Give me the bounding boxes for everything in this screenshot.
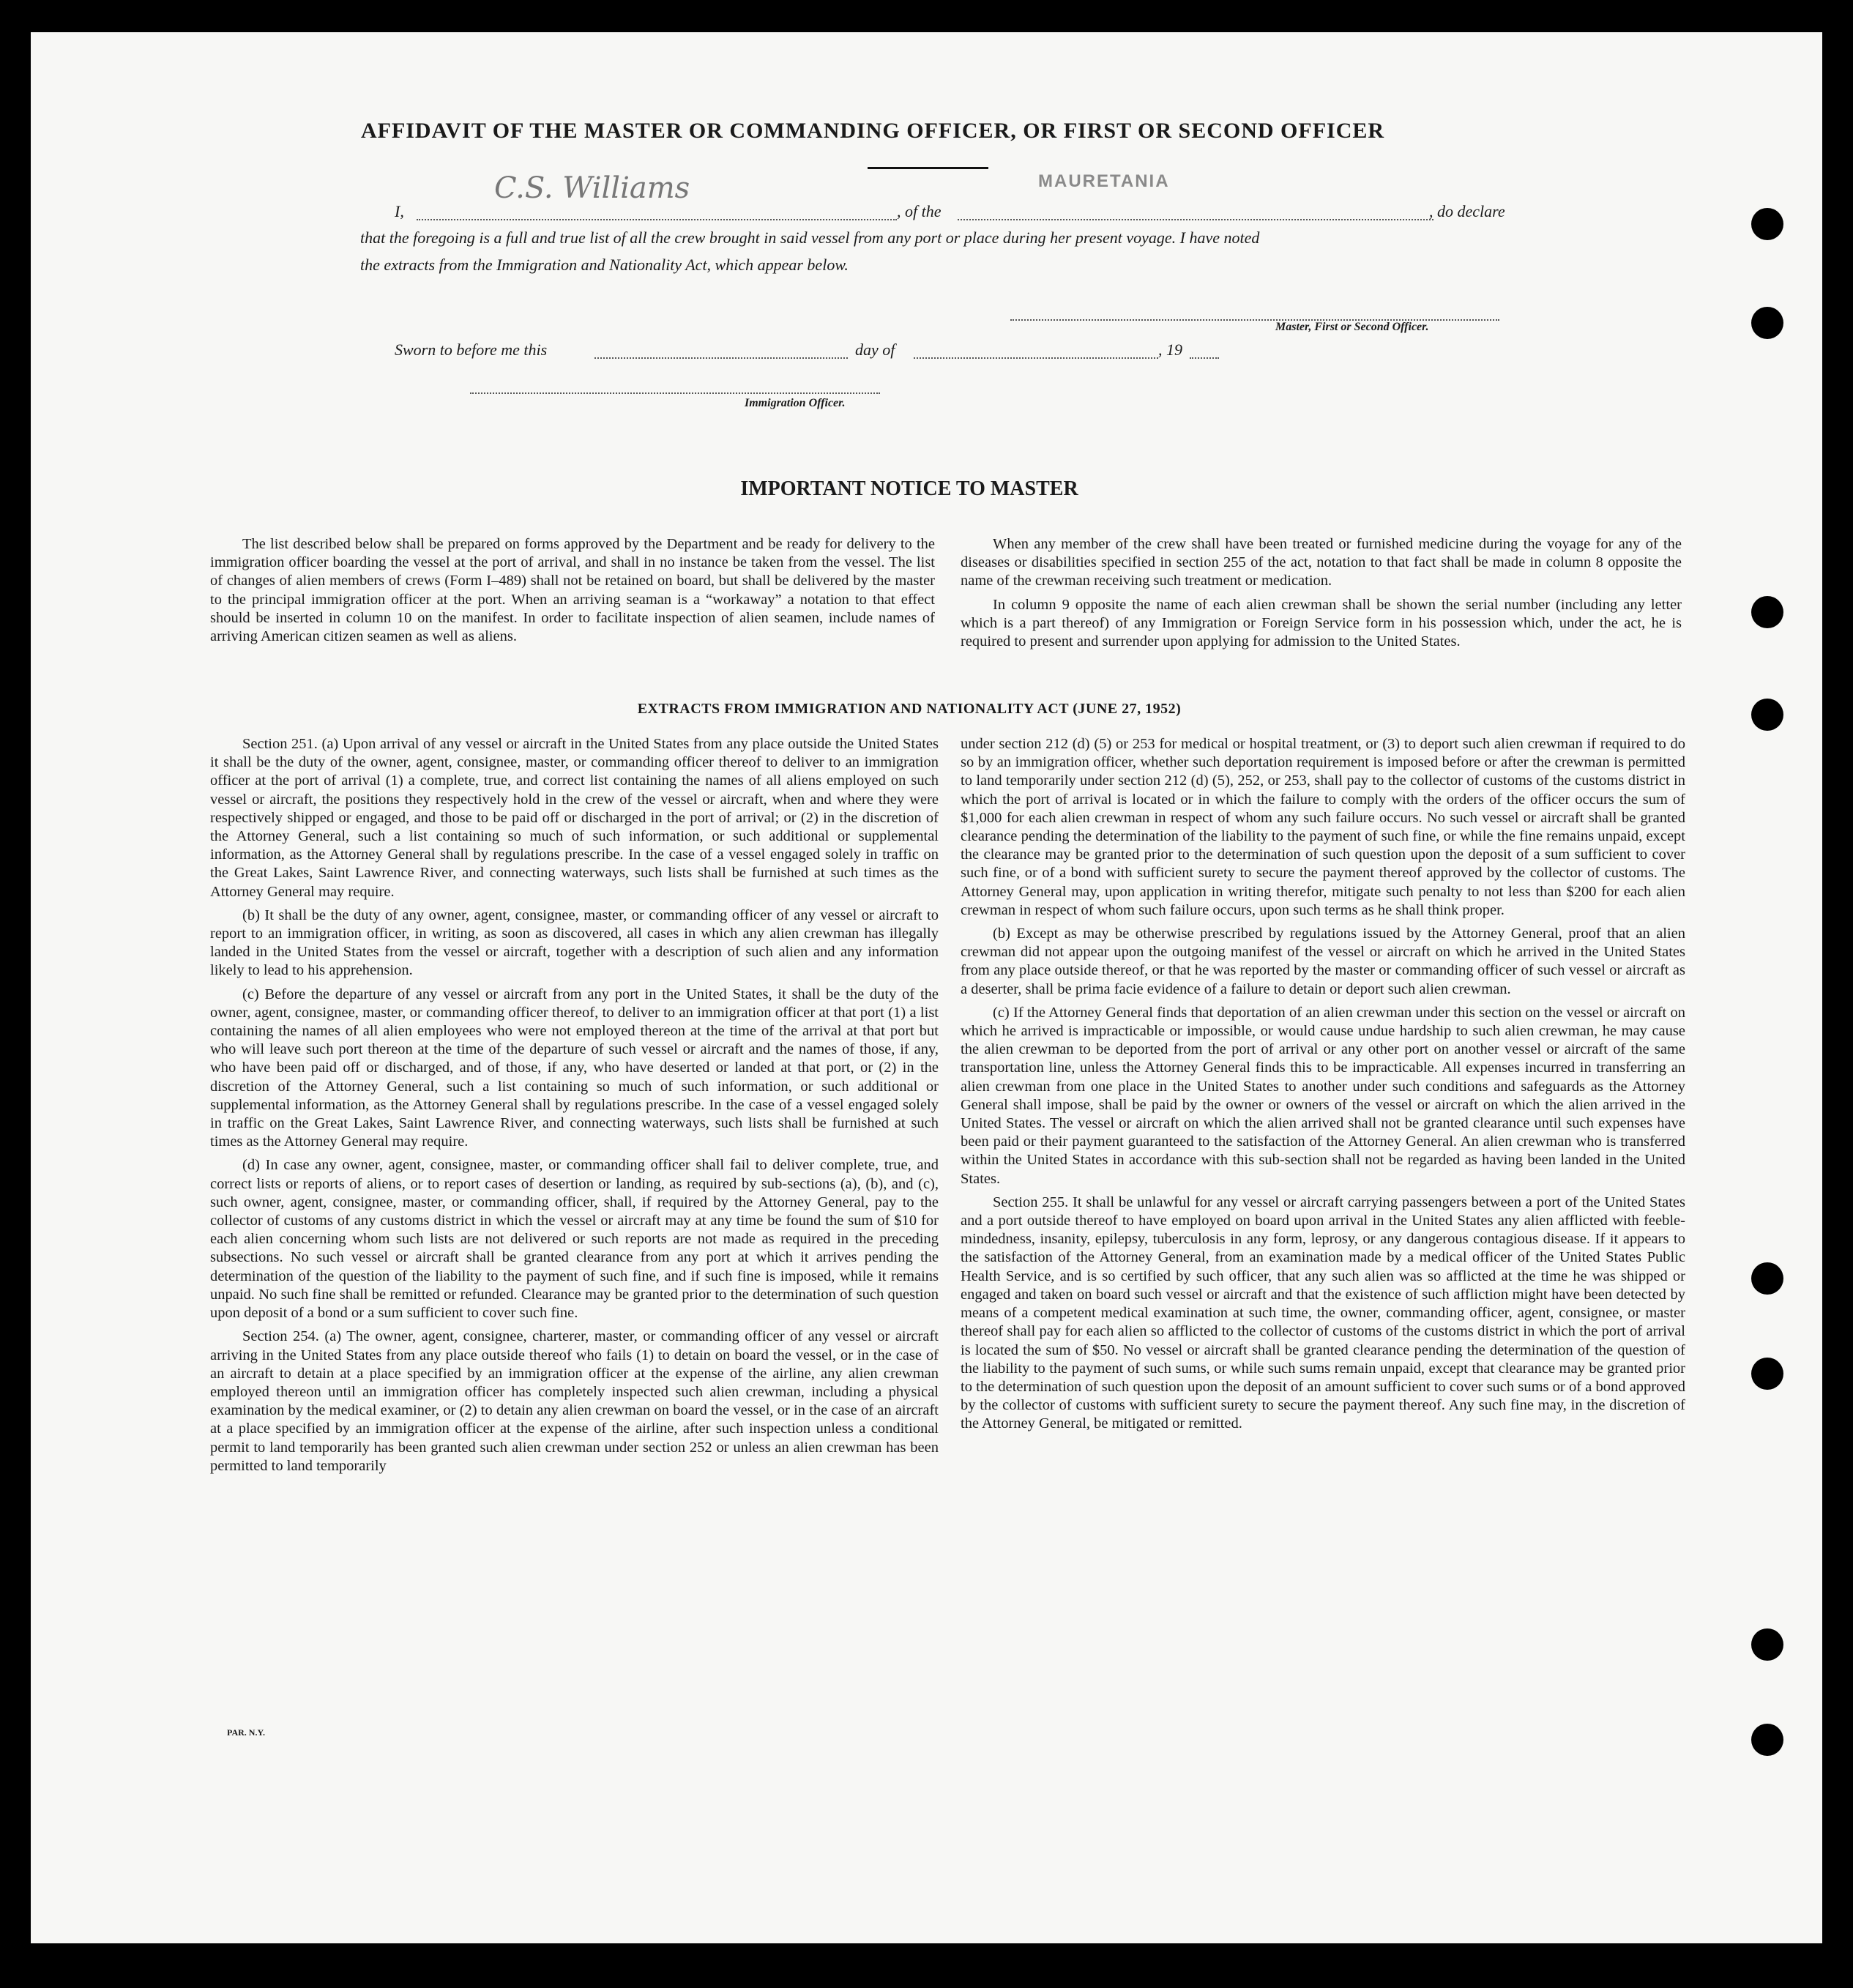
punch-hole — [1751, 208, 1783, 240]
day-of-label: day of — [855, 340, 895, 359]
extracts-right-column — [961, 735, 1685, 1439]
of-the-label: , of the — [897, 202, 942, 220]
sworn-month-line — [914, 357, 1158, 359]
punch-hole — [1751, 307, 1783, 339]
vessel-stamp: MAURETANIA — [1038, 171, 1170, 191]
declaration-line-1: that the foregoing is a full and true list of all the crew brought in said vessel from any port or place during her present voyage. I have noted — [360, 228, 1260, 247]
extract-paragraph: (b) Except as may be otherwise prescribed by regulations issued by the Attorney General, proof that an alien crewman did not appear upon the outgoing manifest of the vessel or aircraft on which he arrived in the United States from any place outside thereof, or that he was reported by the master or commanding officer of such vessel or aircraft as a deserter, shall be prima facie evidence of a failure to detain or deport such alien crewman. — [961, 926, 1685, 997]
punch-hole — [1751, 699, 1783, 731]
extracts-left-column — [210, 735, 939, 1481]
i-label: I, — [395, 202, 404, 220]
extract-paragraph: under section 212 (d) (5) or 253 for medical or hospital treatment, or (3) to deport such alien crewman if required to do so by an immigration officer, whether such deportation requirement is imposed before or after the crewman is permitted to land temporarily under section 212 (d) (5), 252, or 253, shall pay to the collector of customs of the customs district in which the port of arrival is located or in which the failure to comply with the orders of the officer occurs the sum of $1,000 for each alien crewman in respect of whom any such failure occurs. No such vessel or aircraft shall be granted clearance pending the determination of the liability to the payment of such fine, or while the fine remains unpaid, except the clearance may be granted prior to the determination of such question upon the deposit of a sum sufficient to cover such fine, or of a bond with sufficient surety to secure the payment thereof approved by the collector of customs. The Attorney General may, upon application in writing therefor, mitigate such penalty to not less than $200 for each alien crewman in respect of whom such failure occurs, upon such terms as he shall think proper. — [961, 736, 1685, 918]
punch-hole — [1751, 1262, 1783, 1295]
vessel-line — [958, 219, 1433, 220]
extract-paragraph: Section 251. (a) Upon arrival of any vessel or aircraft in the United States from any place outside the United States it shall be the duty of the owner, agent, consignee, master, or commanding officer thereof to deliver to an immigration officer at the port of arrival (1) a complete, true, and correct list containing the names of all aliens employed on such vessel or aircraft, the positions they respectively hold in the crew of the vessel or aircraft, when and where they were respectively shipped or engaged, and those to be paid off or discharged in the port of arrival; or (2) in the discretion of the Attorney General, such a list containing so much of such information, or such additional or supplemental information, as the Attorney General shall by regulations prescribe. In the case of a vessel engaged solely in traffic on the Great Lakes, Saint Lawrence River, and connecting waterways, such lists shall be furnished at such times as the Attorney General may require. — [210, 736, 939, 900]
punch-hole — [1751, 1628, 1783, 1661]
immigration-officer-line — [470, 392, 880, 394]
extract-paragraph: (c) If the Attorney General finds that deportation of an alien crewman under this section on the vessel or aircraft on which he arrived is impracticable or impossible, or would cause undue hardship to such alien crewman, he may cause the alien crewman to be deported from the port of arrival or any other port on another vessel or aircraft of the same transportation line, unless the Attorney General finds this to be impracticable. All expenses incurred in transferring an alien crewman from one place in the United States to another under such conditions and safeguards as the Attorney General shall impose, shall be paid by the owner or owners of the vessel or aircraft on which the alien arrived in the United States. The vessel or aircraft on which the alien arrived shall not be granted clearance until such expenses have been paid or their payment guaranteed to the satisfaction of the Attorney General. An alien crewman who is transferred within the United States in accordance with this sub-section shall not be regarded as having been landed in the United States. — [961, 1004, 1685, 1187]
notice-right-column — [961, 535, 1682, 656]
punch-hole — [1751, 1724, 1783, 1756]
master-label: Master, First or Second Officer. — [1275, 321, 1429, 333]
do-declare-label: , do declare — [1429, 202, 1505, 220]
extract-paragraph: (d) In case any owner, agent, consignee, master, or commanding officer shall fail to deliver complete, true, and correct lists or reports of aliens, or to report cases of desertion or landing, as required by sub-sections (a), (b), and (c), such owner, agent, consignee, master, or commanding officer, shall, if required by the Attorney General, pay to the collector of customs of any customs district in which the vessel or aircraft may at any time be found the sum of $10 for each alien concerning whom such lists are not delivered or such reports are not made as required in the preceding subsections. No such vessel or aircraft shall be granted clearance from any port at which it arrives pending the determination of the question of the liability to the payment of such fine, and if such fine is imposed, while it remains unpaid. No such fine shall be remitted or refunded. Clearance may be granted prior to the determination of such question upon deposit of a bond or a sum sufficient to cover such fine. — [210, 1157, 939, 1322]
sworn-day-line — [594, 357, 848, 359]
notice-paragraph: In column 9 opposite the name of each alien crewman shall be shown the serial number (including any letter which is a part thereof) of any Immigration or Foreign Service form in his possession which, under the act, he is required to present and surrender upon applying for admission to the United States. — [961, 596, 1682, 650]
notice-title: IMPORTANT NOTICE TO MASTER — [740, 477, 1078, 500]
notice-left-column — [210, 535, 935, 651]
immigration-officer-label: Immigration Officer. — [745, 397, 846, 409]
year-line — [1190, 357, 1219, 359]
extract-paragraph: Section 255. It shall be unlawful for any vessel or aircraft carrying passengers between a port of the United States and a port outside thereof to have employed on board upon arrival in the United States any alien afflicted with feeble-mindedness, insanity, epilepsy, tuberculosis in any form, leprosy, or any dangerous contagious disease. If it appears to the satisfaction of the Attorney General, from an examination made by a medical officer of the United States Public Health Service, and is so certified by such officer, that any such alien was so afflicted at the time he was shipped or engaged and taken on board such vessel or aircraft and that the existence of such affliction might have been detected by means of a competent medical examination at such time, the owner, commanding officer, agent, consignee, or master thereof shall pay for each alien so afflicted to the collector of customs of the customs district in which the port of arrival is located the sum of $50. No vessel or aircraft shall be granted clearance pending the determination of the question of the liability to the payment of such sums, or while such sums remain unpaid, except that clearance may be granted prior to the determination of such question upon the deposit of an amount sufficient to cover such sums or of a bond approved by the collector of customs with sufficient surety to secure the payment thereof. Any such fine may, in the discretion of the Attorney General, be mitigated or remitted. — [961, 1194, 1685, 1432]
extract-paragraph: (b) It shall be the duty of any owner, agent, consignee, master, or commanding officer of any vessel or aircraft to report to an immigration officer, in writing, as soon as discovered, all cases in which any alien crewman has illegally landed in the United States from the vessel or aircraft, together with a description of such alien and any information likely to lead to his apprehension. — [210, 906, 939, 979]
document-page — [31, 32, 1822, 1943]
punch-hole — [1751, 596, 1783, 628]
declaration-line-2: the extracts from the Immigration and Nationality Act, which appear below. — [360, 256, 849, 274]
name-line — [417, 219, 897, 220]
extract-paragraph: (c) Before the departure of any vessel or aircraft from any port in the United States, it shall be the duty of the owner, agent, consignee, master, or commanding officer thereof, to deliver to an immigration officer at that port (1) a list containing the names of all alien employees who were not employed thereon at the time of the arrival at that port but who will leave such port thereon at the time of the departure of such vessel or aircraft and the names of those, if any, who have been paid off or discharged, and of those, if any, who have deserted or landed at that port, or (2) in the discretion of the Attorney General, such a list containing so much of such information, or such additional or supplemental information, as the Attorney General shall by regulations prescribe. In the case of a vessel engaged solely in traffic on the Great Lakes, Saint Lawrence River, and connecting waterways, such lists shall be furnished at such times as the Attorney General may require. — [210, 986, 939, 1150]
punch-hole — [1751, 1358, 1783, 1390]
affidavit-title: AFFIDAVIT OF THE MASTER OR COMMANDING OFFICER, OR FIRST OR SECOND OFFICER — [360, 119, 1385, 143]
notice-paragraph: The list described below shall be prepared on forms approved by the Department and be ready for delivery to the immigration officer boarding the vessel at the port of arrival, and shall in no instance be taken from the vessel. The list of changes of alien members of crews (Form I–489) shall not be retained on board, but shall be delivered by the master to the principal immigration officer at the port. When an arriving seaman is a “workaway” a notation to that effect should be inserted in column 10 on the manifest. In order to facilitate inspection of alien seamen, include names of arriving American citizen seamen as well as aliens. — [210, 536, 935, 645]
title-divider — [868, 167, 988, 169]
extract-paragraph: Section 254. (a) The owner, agent, consignee, charterer, master, or commanding officer of any vessel or aircraft arriving in the United States from any place outside thereof who fails (1) to detain on board the vessel, or in the case of an aircraft to detain at a place specified by an immigration officer at the expense of the airline, any alien crewman employed thereon until an immigration officer has completely inspected such alien crewman, including a physical examination by the medical examiner, or (2) to detain any alien crewman on board the vessel, or in the case of an aircraft at a place specified by an immigration officer at the expense of the airline, after such inspection unless a conditional permit to land temporarily has been granted such alien crewman under section 252 or unless an alien crewman has been permitted to land temporarily — [210, 1328, 939, 1474]
extracts-title: EXTRACTS FROM IMMIGRATION AND NATIONALITY ACT (JUNE 27, 1952) — [637, 701, 1182, 717]
notice-paragraph: When any member of the crew shall have been treated or furnished medicine during the voyage for any of the diseases or disabilities specified in section 255 of the act, notation to that fact shall be made in column 8 opposite the name of the crewman receiving such treatment or medication. — [961, 536, 1682, 589]
sworn-label: Sworn to before me this — [395, 340, 548, 359]
year-label: , 19 — [1158, 340, 1182, 359]
printer-mark: PAR. N.Y. — [227, 1727, 266, 1738]
signature: C.S. Williams — [494, 171, 690, 205]
